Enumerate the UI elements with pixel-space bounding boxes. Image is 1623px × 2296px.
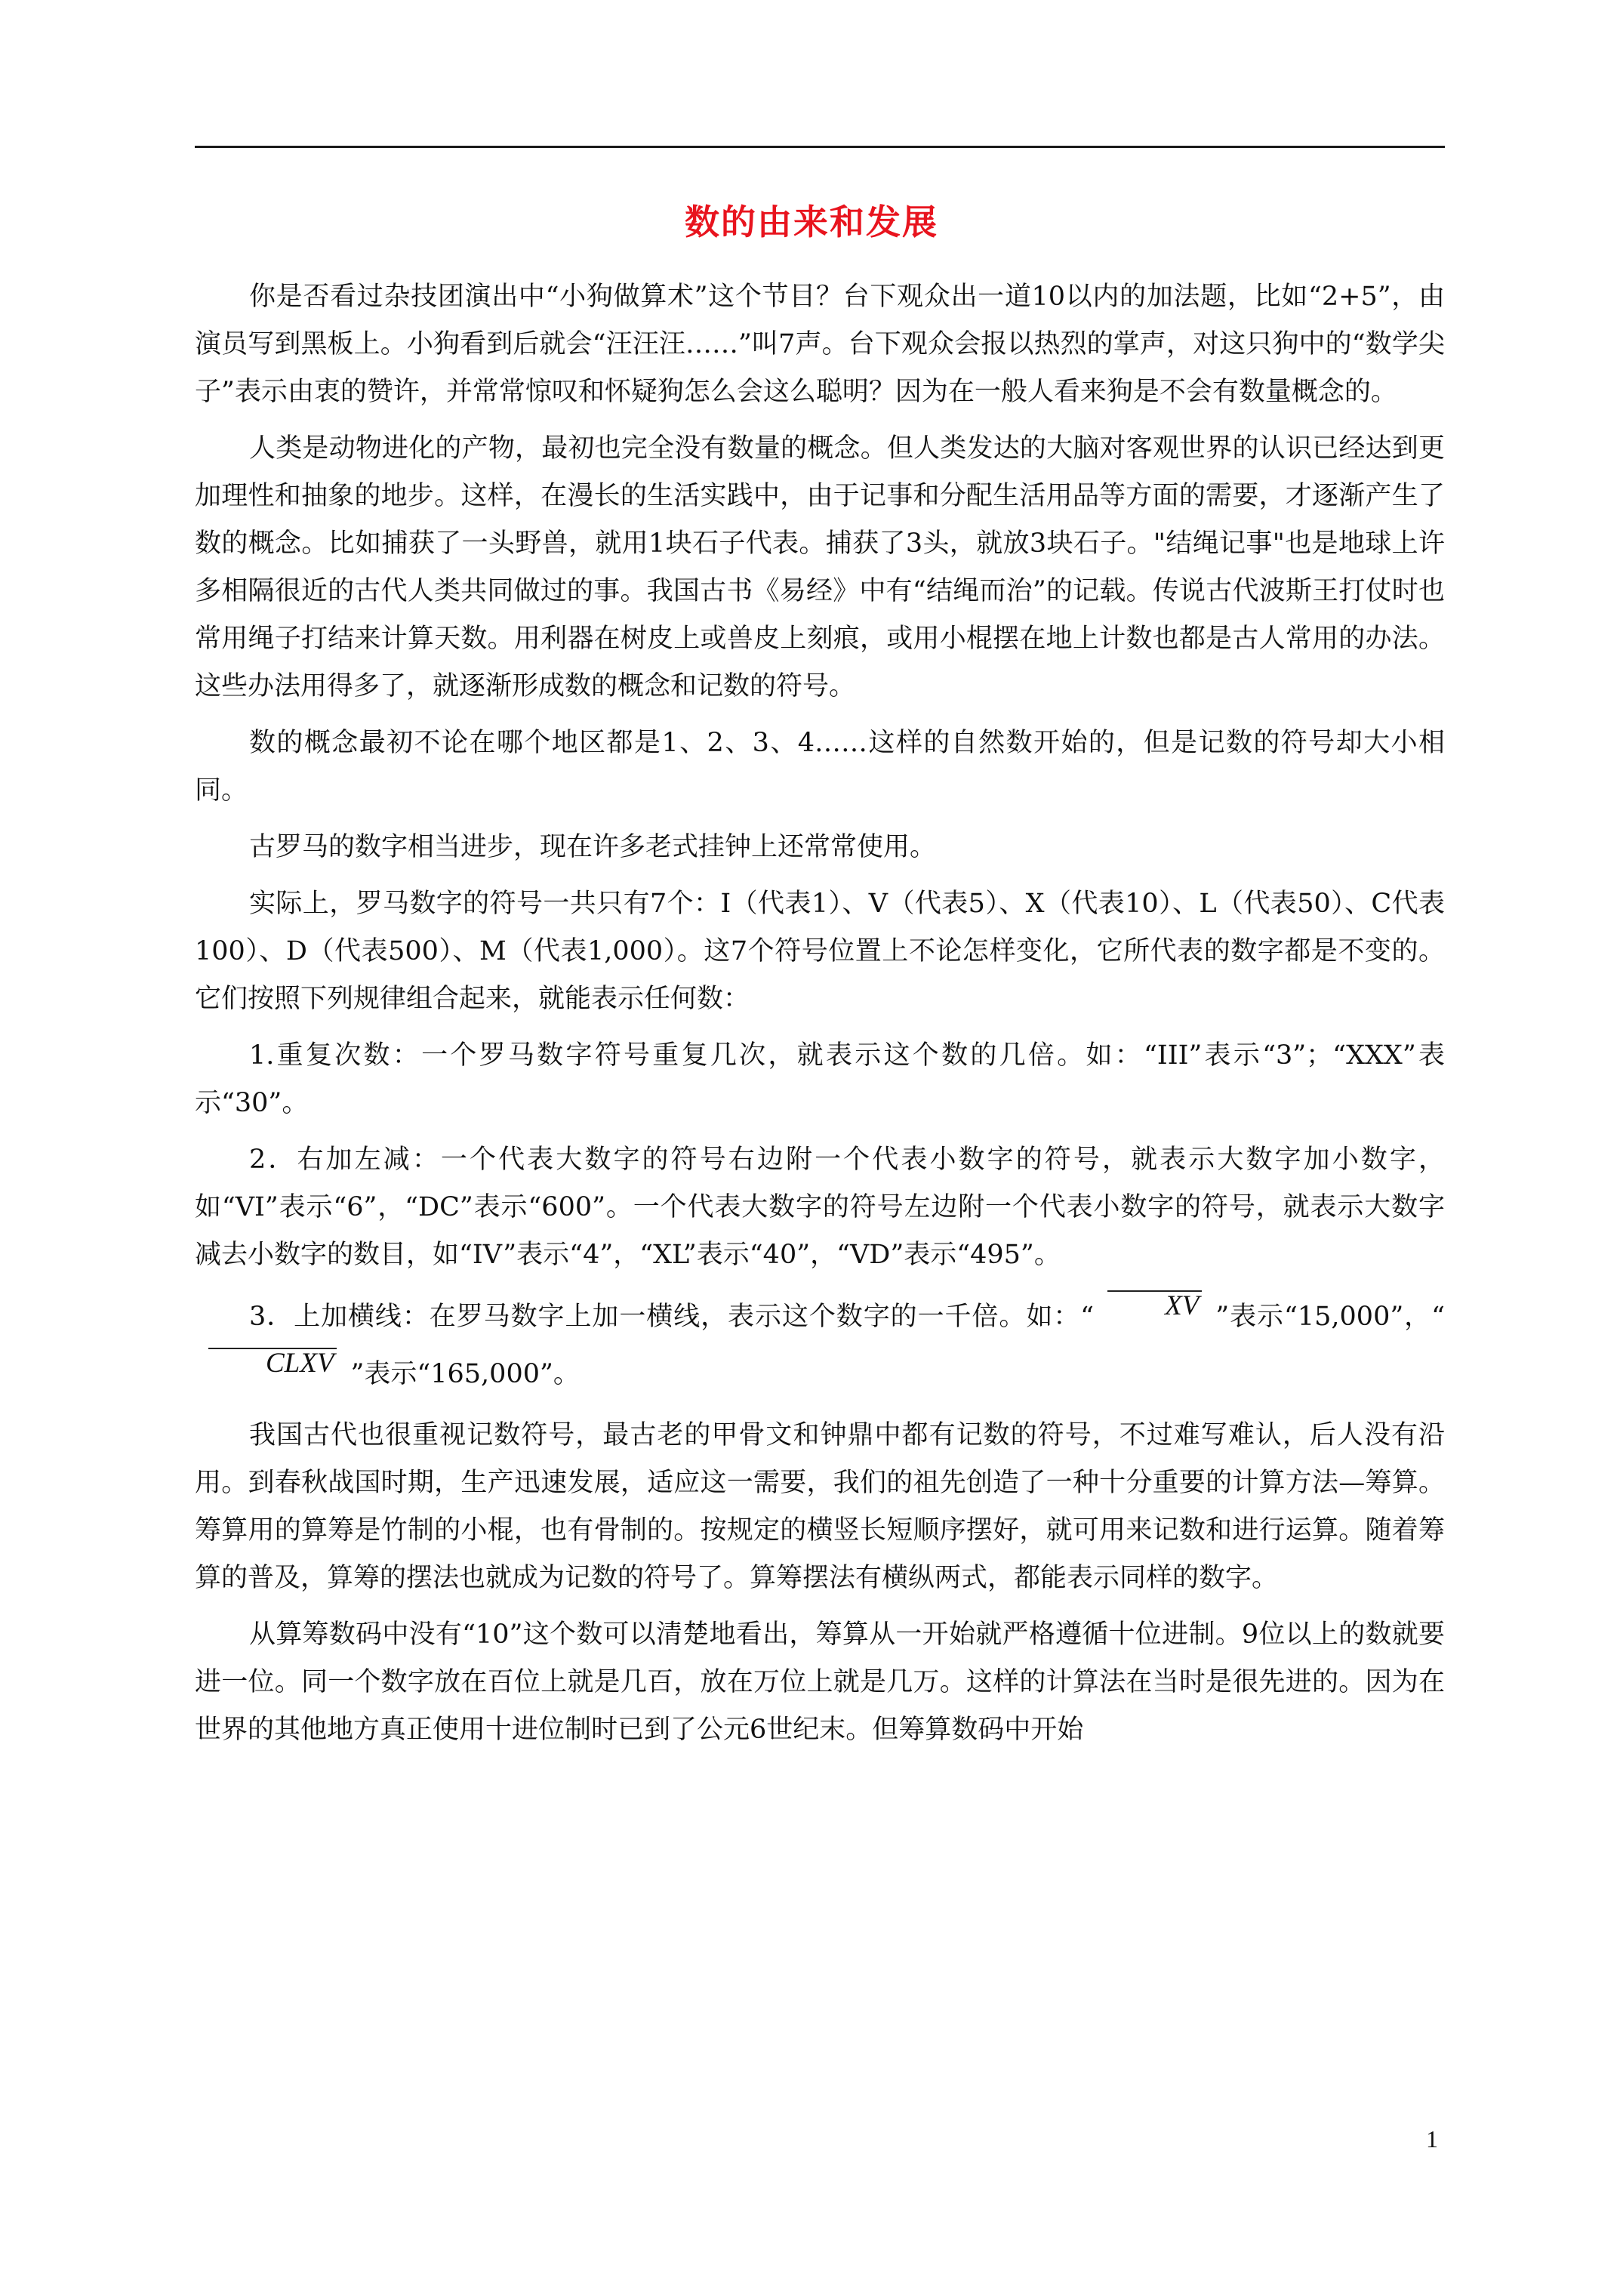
paragraph-10: 从算筹数码中没有“10”这个数可以清楚地看出，筹算从一开始就严格遵循十位进制。9位以上的数就要进一位。同一个数字放在百位上就是几百，放在万位上就是几万。这样的计算法在当时是很先进的。因为在世界的其他地方真正使用十进位制时已到了公元6世纪末。但筹算数码中开始 bbox=[195, 1620, 1445, 1745]
paragraph-3: 数的概念最初不论在哪个地区都是1、2、3、4……这样的自然数开始的，但是记数的符号却大小相同。 bbox=[195, 728, 1445, 806]
document-title: 数的由来和发展 bbox=[685, 202, 938, 242]
paragraph-5: 实际上，罗马数字的符号一共只有7个：I（代表1）、V（代表5）、X（代表10）、L（代表50）、C代表100）、D（代表500）、M（代表1,000）。这7个符号位置上不论怎样变化，它所代表的数字都是不变的。它们按照下列规律组合起来，就能表示任何数： bbox=[195, 889, 1445, 1014]
paragraph-2: 人类是动物进化的产物，最初也完全没有数量的概念。但人类发达的大脑对客观世界的认识已经达到更加理性和抽象的地步。这样，在漫长的生活实践中，由于记事和分配生活用品等方面的需要，才逐渐产生了数的概念。比如捕获了一头野兽，就用1块石子代表。捕获了3头，就放3块石子。"结绳记事"也是地球上许多相隔很近的古代人类共同做过的事。我国古书《易经》中有“结绳而治”的记载。传说古代波斯王打仗时也常用绳子打结来计算天数。用利器在树皮上或兽皮上刻痕，或用小棍摆在地上计数也都是古人常用的办法。这些办法用得多了，就逐渐形成数的概念和记数的符号。 bbox=[195, 433, 1445, 701]
paragraph-8-text-2: ”表示“15,000”，“ bbox=[1215, 1302, 1445, 1332]
roman-numeral-xv-overlined: XV bbox=[1107, 1290, 1202, 1321]
paragraph-9: 我国古代也很重视记数符号，最古老的甲骨文和钟鼎中都有记数的符号，不过难写难认，后人没有沿用。到春秋战国时期，生产迅速发展，适应这一需要，我们的祖先创造了一种十分重要的计算方法—筹算。筹算用的算筹是竹制的小棍，也有骨制的。按规定的横竖长短顺序摆好，就可用来记数和进行运算。随着筹算的普及，算筹的摆法也就成为记数的符号了。算筹摆法有横纵两式，都能表示同样的数字。 bbox=[195, 1420, 1445, 1593]
document-body bbox=[195, 273, 1445, 1763]
paragraph-6: 1.重复次数：一个罗马数字符号重复几次，就表示这个数的几倍。如：“III”表示“3”；“XXX”表示“30”。 bbox=[195, 1040, 1445, 1118]
paragraph-1: 你是否看过杂技团演出中“小狗做算术”这个节目？台下观众出一道10以内的加法题，比如“2+5”，由演员写到黑板上。小狗看到后就会“汪汪汪……”叫7声。台下观众会报以热烈的掌声，对这只狗中的“数学尖子”表示由衷的赞许，并常常惊叹和怀疑狗怎么会这么聪明？因为在一般人看来狗是不会有数量概念的。 bbox=[195, 282, 1445, 407]
paragraph-8-text-3: ”表示“165,000”。 bbox=[350, 1359, 580, 1389]
page-number: 1 bbox=[1426, 2125, 1438, 2153]
paragraph-8-text-1: 3．上加横线：在罗马数字上加一横线，表示这个数字的一千倍。如：“ bbox=[249, 1302, 1095, 1332]
paragraph-8 bbox=[195, 1288, 1445, 1403]
paragraph-7: 2．右加左减：一个代表大数字的符号右边附一个代表小数字的符号，就表示大数字加小数字，如“VI”表示“6”，“DC”表示“600”。一个代表大数字的符号左边附一个代表小数字的符号，就表示大数字减去小数字的数目，如“IV”表示“4”，“XL”表示“40”，“VD”表示“495”。 bbox=[195, 1145, 1445, 1270]
header-rule bbox=[195, 146, 1445, 148]
paragraph-4: 古罗马的数字相当进步，现在许多老式挂钟上还常常使用。 bbox=[249, 832, 937, 862]
roman-numeral-clxv-overlined: CLXV bbox=[208, 1348, 337, 1378]
